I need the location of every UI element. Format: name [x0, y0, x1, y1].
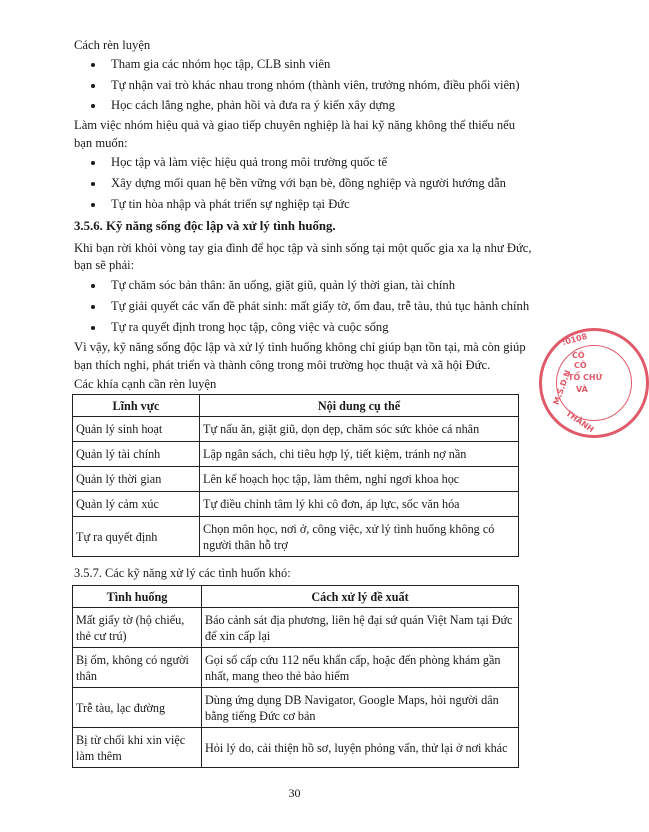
- table-cell: Tự ra quyết định: [73, 517, 200, 557]
- table-header-cell: Lĩnh vực: [73, 395, 200, 417]
- seal-text: THÀNH: [564, 408, 596, 435]
- table-row: [73, 442, 519, 467]
- table-cell: Quản lý thời gian: [73, 467, 200, 492]
- table-row: [73, 517, 519, 557]
- table-header-row: [73, 586, 519, 608]
- table-header-cell: Nội dung cụ thể: [200, 395, 519, 417]
- table-header-row: [73, 395, 519, 417]
- table-difficult-situations: [72, 585, 519, 768]
- table-cell: Tự nấu ăn, giặt giũ, dọn dẹp, chăm sóc sức khỏe cá nhân: [200, 417, 519, 442]
- table-cell: Quản lý tài chính: [73, 442, 200, 467]
- table-cell: Hỏi lý do, cải thiện hồ sơ, luyện phỏng vấn, thử lại ở nơi khác: [202, 728, 519, 768]
- intro-label: Cách rèn luyện: [74, 38, 151, 52]
- table-row: [73, 688, 519, 728]
- seal-text: TỔ CHỨ: [568, 373, 603, 382]
- table-cell: Mất giấy tờ (hộ chiếu, thẻ cư trú): [73, 608, 202, 648]
- table-cell: Quản lý cảm xúc: [73, 492, 200, 517]
- table-cell: Bị từ chối khi xin việc làm thêm: [73, 728, 202, 768]
- table-skill-areas: [72, 394, 519, 557]
- company-seal: [539, 328, 649, 438]
- seal-text: VÀ: [576, 385, 588, 394]
- paragraph-line: bạn thích nghi, phát triển và thành công trong môi trường học thuật và xã hội Đức.: [74, 358, 491, 372]
- page-number: 30: [288, 786, 301, 800]
- table-header-cell: Cách xử lý đề xuất: [202, 586, 519, 608]
- document-page: Cách rèn luyện Tham gia các nhóm học tập, CLB sinh viên Tự nhận vai trò khác nhau trong nhóm (thành viên, trưởng nhóm, điều phối viên) Học cách lắng nghe, phản hồi và đưa ra ý kiến xây dựng Làm việc nhóm hiệu quả và giao tiếp chuyên nghiệp là hai kỹ năng không thể thiếu nếu bạn muốn: Học tập và làm việc hiệu quả trong môi trường quốc tế Xây dựng mối quan hệ bền vững với bạn bè, đồng nghiệp và người hướng dẫn Tự tin hòa nhập và phát triển sự nghiệp tại Đức 3.5.6. Kỹ năng sống độc lập và xử lý tình huống. Khi bạn rời khỏi vòng tay gia đình để học tập và sinh sống tại một quốc gia xa lạ như Đức, bạn sẽ phải: Tự chăm sóc bản thân: ăn uống, giặt giũ, quản lý thời gian, tài chính Tự giải quyết các vấn đề phát sinh: mất giấy tờ, ốm đau, trễ tàu, thủ tục hành chính Tự ra quyết định trong học tập, công việc và cuộc sống Vì vậy, kỹ năng sống độc lập và xử lý tình huống không chỉ giúp bạn tồn tại, mà còn giúp bạn thích nghi, phát triển và thành công trong môi trường học thuật và xã hội Đức. Các khía cạnh cần rèn luyện Lĩnh vực Nội dung cụ thể Quản lý sinh hoạt Tự nấu ăn, giặt giũ, dọn dẹp, chăm sóc sức khỏe cá nhân Quản lý tài chính Lập ngân sách, chi tiêu hợp lý, tiết kiệm, tránh nợ nần Quản lý thời gian Lên kế hoạch học tập, làm thêm, nghỉ ngơi khoa học Quản lý cảm xúc Tự điều chỉnh tâm lý khi cô đơn, áp lực, sốc văn hóa Tự ra quyết định Chọn môn học, nơi ở, công việc, xử lý tình huống không có người thân hỗ trợ 3.5.7. Các kỹ năng xử lý các tình huốn khó: Tình huống Cách xử lý đề xuất Mất giấy tờ (hộ chiếu, thẻ cư trú) Báo cảnh sát địa phương, liên hệ đại sứ quán Việt Nam tại Đức để xin cấp lại Bị ốm, không có người thân Gọi số cấp cứu 112 nếu khẩn cấp, hoặc đến phòng khám gần nhất, mang theo thẻ bảo hiểm Trễ tàu, lạc đường Dùng ứng dụng DB Navigator, Google Maps, hỏi người dân bằng tiếng Đức cơ bản Bị từ chối khi xin việc làm thêm Hỏi lý do, cải thiện hồ sơ, luyện phỏng vấn, thử lại ở nơi khác 30 M.S.D.N :0108 CÔ CÔ TỔ CHỨ VÀ THÀNH: [0, 0, 589, 832]
- seal-text: CÔ: [574, 361, 587, 370]
- table-cell: Lập ngân sách, chi tiêu hợp lý, tiết kiệm, tránh nợ nần: [200, 442, 519, 467]
- table-row: [73, 648, 519, 688]
- section-heading-356: 3.5.6. Kỹ năng sống độc lập và xử lý tình huống.: [74, 219, 336, 233]
- seal-text: M.S.D.N: [551, 368, 573, 407]
- table-cell: Quản lý sinh hoạt: [73, 417, 200, 442]
- table-cell: Chọn môn học, nơi ở, công việc, xử lý tình huống không có người thân hỗ trợ: [200, 517, 519, 557]
- section-heading-357: 3.5.7. Các kỹ năng xử lý các tình huốn khó:: [74, 566, 291, 580]
- table-row: [73, 492, 519, 517]
- paragraph-line: bạn sẽ phải:: [74, 258, 135, 272]
- table-caption: Các khía cạnh cần rèn luyện: [74, 377, 217, 391]
- seal-text: :0108: [561, 331, 589, 348]
- table-cell: Bị ốm, không có người thân: [73, 648, 202, 688]
- table-row: [73, 608, 519, 648]
- table-row: [73, 467, 519, 492]
- table-header-cell: Tình huống: [73, 586, 202, 608]
- paragraph-line: Khi bạn rời khỏi vòng tay gia đình để học tập và sinh sống tại một quốc gia xa lạ như Đức,: [74, 241, 532, 255]
- table-cell: Gọi số cấp cứu 112 nếu khẩn cấp, hoặc đến phòng khám gần nhất, mang theo thẻ bảo hiểm: [202, 648, 519, 688]
- table-cell: Dùng ứng dụng DB Navigator, Google Maps, hỏi người dân bằng tiếng Đức cơ bản: [202, 688, 519, 728]
- table-row: [73, 417, 519, 442]
- paragraph-line: Vì vậy, kỹ năng sống độc lập và xử lý tình huống không chỉ giúp bạn tồn tại, mà còn giúp: [74, 340, 526, 354]
- table-cell: Lên kế hoạch học tập, làm thêm, nghỉ ngơi khoa học: [200, 467, 519, 492]
- paragraph-line: Làm việc nhóm hiệu quả và giao tiếp chuyên nghiệp là hai kỹ năng không thể thiếu nếu: [74, 118, 516, 132]
- table-row: [73, 728, 519, 768]
- table-cell: Báo cảnh sát địa phương, liên hệ đại sứ quán Việt Nam tại Đức để xin cấp lại: [202, 608, 519, 648]
- table-cell: Trễ tàu, lạc đường: [73, 688, 202, 728]
- paragraph-line: bạn muốn:: [74, 136, 128, 150]
- seal-text: CÔ: [572, 351, 585, 360]
- table-cell: Tự điều chỉnh tâm lý khi cô đơn, áp lực, sốc văn hóa: [200, 492, 519, 517]
